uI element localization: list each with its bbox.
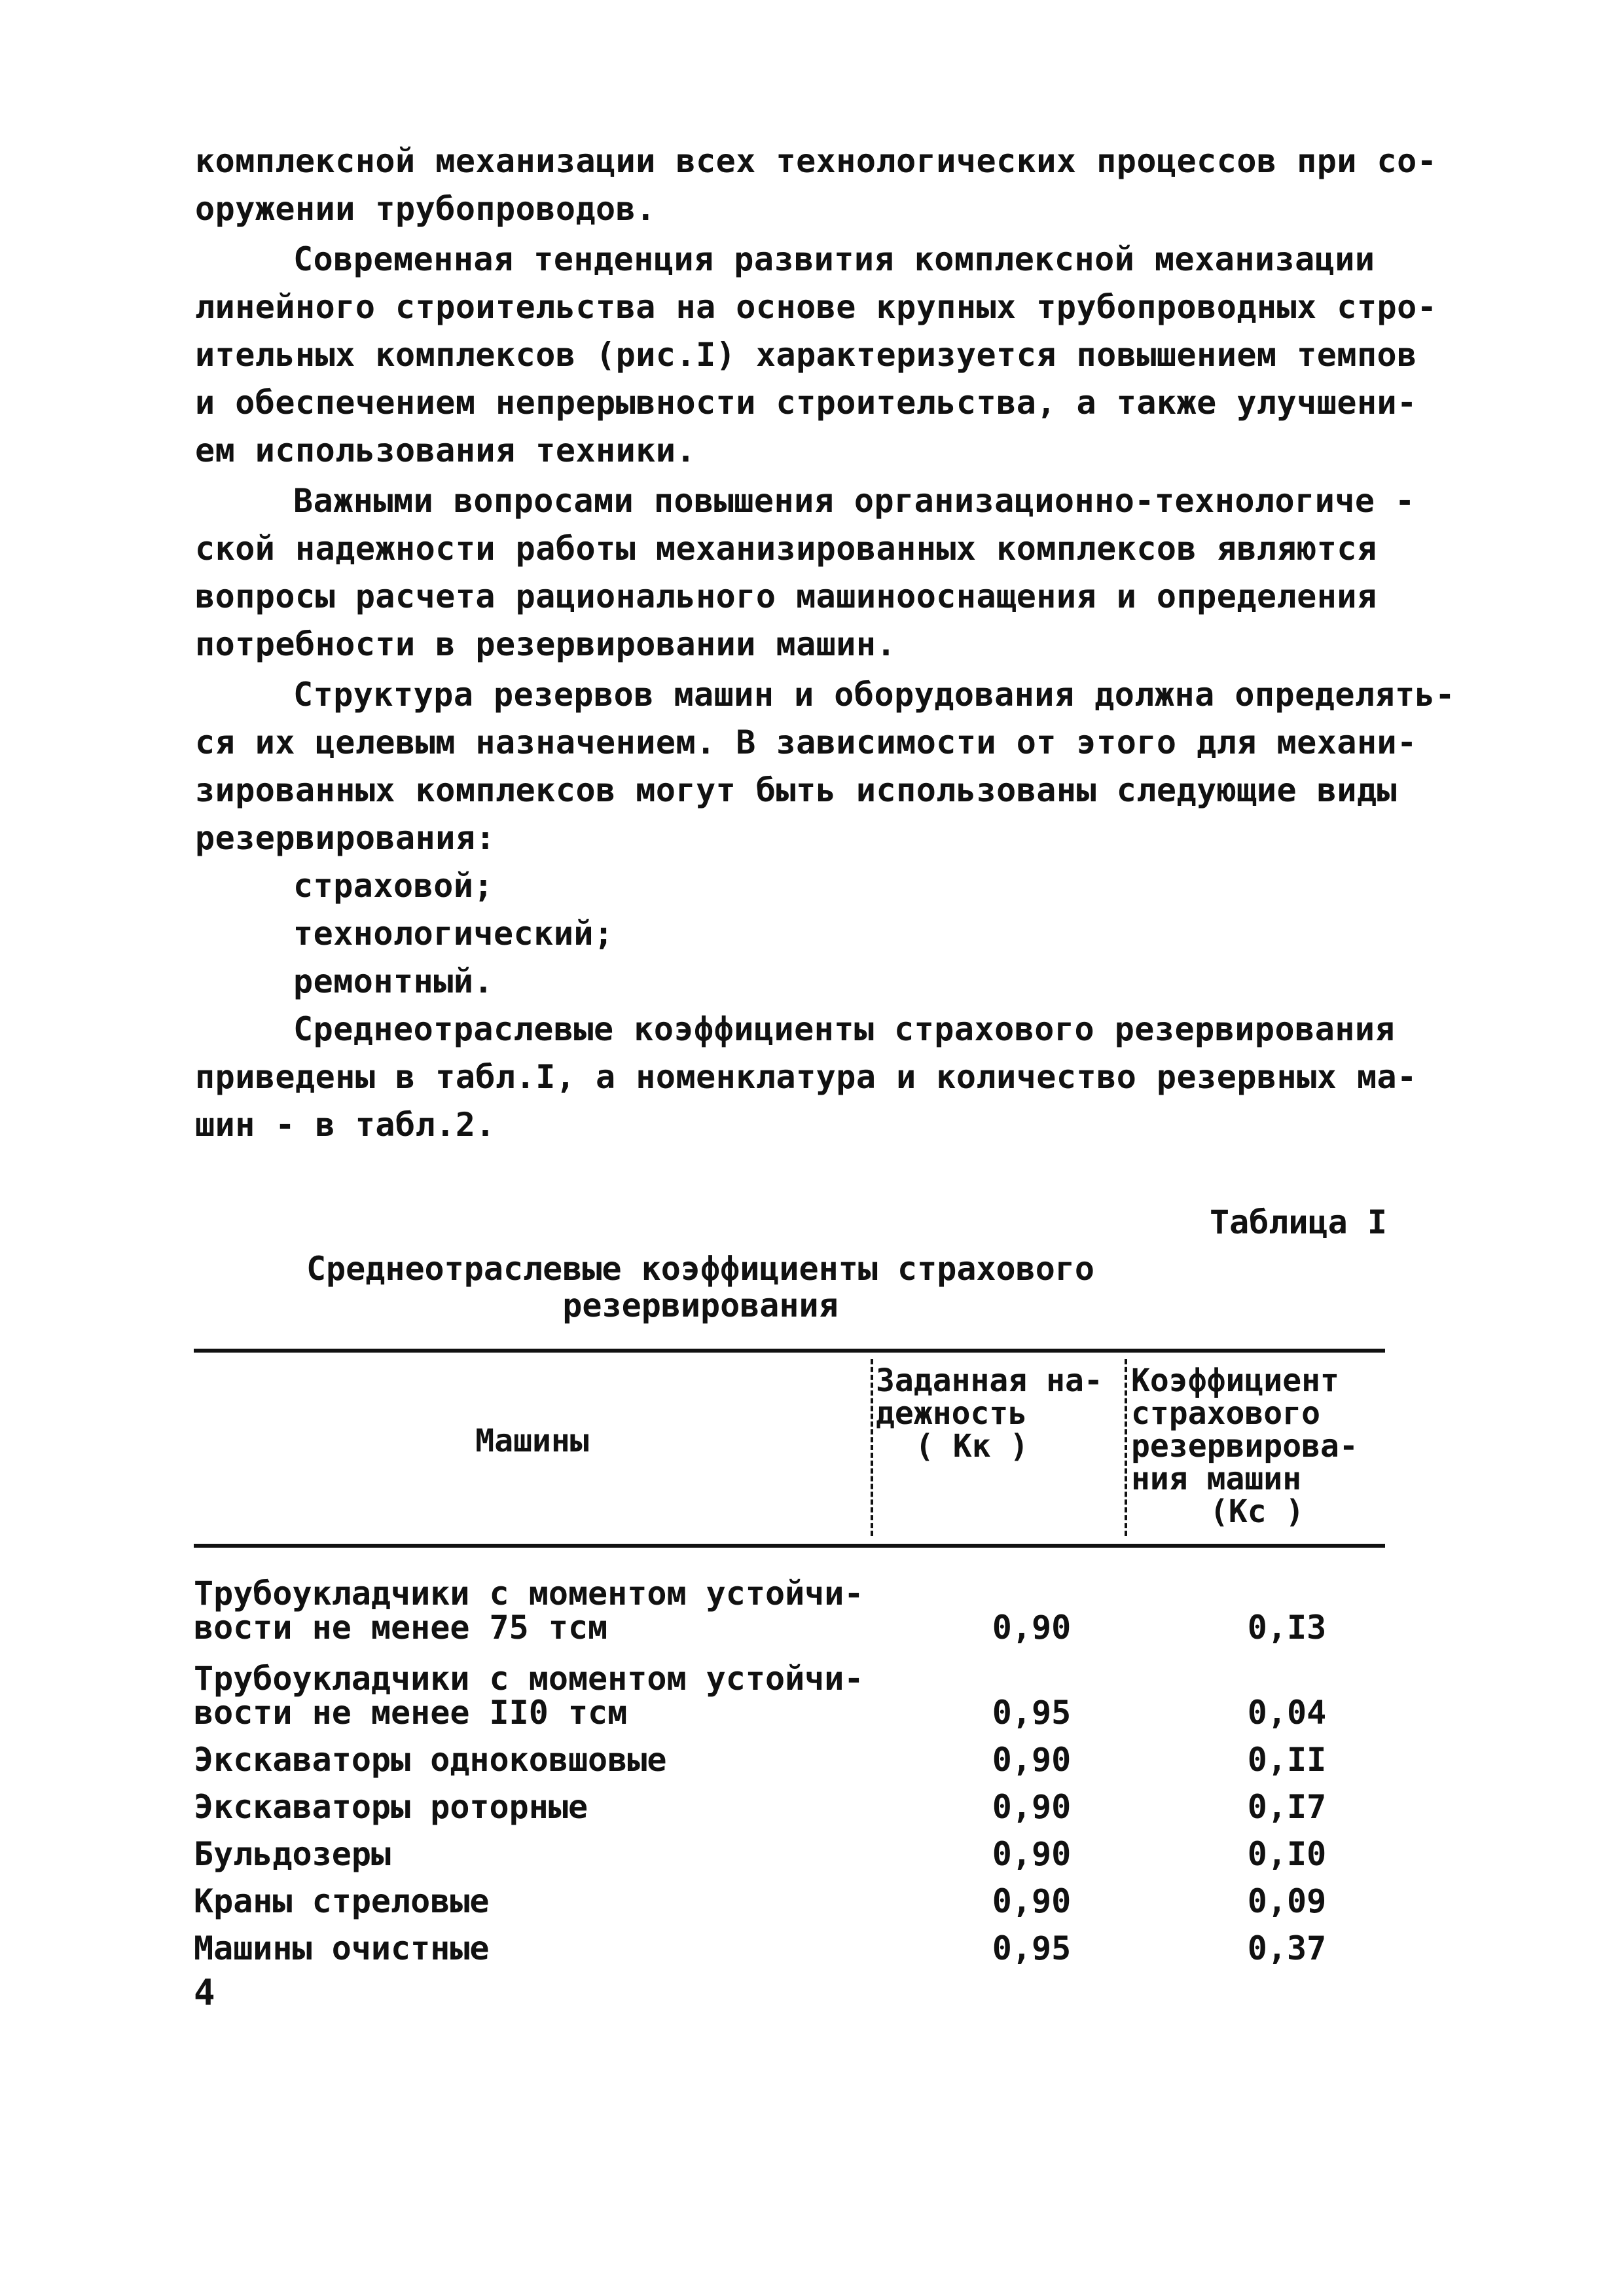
body-line: ся их целевым назначением. В зависимости от этого для механи- [195,723,1417,761]
reliability-value: 0,90 [992,1882,1072,1920]
coefficient-value: 0,04 [1247,1694,1327,1732]
header-text: резервирова- [1131,1428,1358,1465]
machine-name: Краны стреловые [194,1882,490,1920]
header-coefficient [1131,1364,1385,1528]
list-item: технологический; [293,915,614,953]
body-line: вопросы расчета рационального машинооснащения и определения [195,577,1377,615]
body-line: ем использования техники. [195,431,696,469]
header-text: Коэффициент [1131,1362,1339,1399]
reliability-value: 0,95 [992,1929,1072,1967]
table-label: Таблица I [1210,1203,1387,1241]
table-row [194,1743,1385,1777]
machine-name [194,1576,875,1645]
body-line: оружении трубопроводов. [195,190,656,228]
table-body [194,1576,1385,1965]
table-header [194,1353,1385,1544]
list-item: страховой; [293,867,494,905]
body-line: комплексной механизации всех технологических процессов при со- [195,142,1437,180]
coefficient-value: 0,II [1247,1741,1327,1779]
machine-name-line: Трубоукладчики с моментом устойчи- [194,1660,864,1698]
machine-name-line: вости не менее II0 тсм [194,1694,628,1732]
table-row [194,1837,1385,1871]
coefficient-value: 0,37 [1247,1929,1327,1967]
machine-name-line: Трубоукладчики с моментом устойчи- [194,1575,864,1613]
body-line: ской надежности работы механизированных комплексов являются [195,530,1377,568]
body-line: Современная тенденция развития комплексной механизации [293,240,1375,278]
reliability-value: 0,90 [992,1741,1072,1779]
table-row [194,1931,1385,1965]
reliability-value: 0,90 [992,1835,1072,1873]
table-header-rule [194,1544,1385,1548]
machine-name: Экскаваторы одноковшовые [194,1741,667,1779]
column-divider [871,1359,873,1536]
reliability-value: 0,90 [992,1609,1072,1647]
table-row [194,1790,1385,1824]
coefficient-value: 0,I0 [1247,1835,1327,1873]
body-line: и обеспечением непрерывности строительства, а также улучшени- [195,384,1417,422]
header-text: страхового [1131,1395,1320,1432]
machine-name [194,1662,875,1730]
header-reliability [876,1364,1125,1463]
body-text [195,137,1455,1149]
body-line: ительных комплексов (рис.I) характеризуется повышением темпов [195,336,1417,374]
header-machines: Машины [475,1423,589,1459]
header-text: ( Kк ) [915,1428,1029,1465]
table-row [194,1576,1385,1645]
body-line: Важными вопросами повышения организационно-технологиче - [293,482,1415,520]
body-line: потребности в резервировании машин. [195,625,897,663]
body-line: шин - в табл.2. [195,1106,496,1144]
page-number: 4 [194,1972,215,2013]
table-title-line: Среднеотраслевые коэффициенты страхового [306,1250,1095,1288]
reliability-value: 0,90 [992,1788,1072,1826]
header-text: ния машин [1131,1461,1302,1497]
machine-name: Бульдозеры [194,1835,391,1873]
list-item: ремонтный. [293,962,494,1000]
machine-name: Машины очистные [194,1929,490,1967]
table-title [236,1250,1165,1324]
machine-name-line: вости не менее 75 тсм [194,1609,608,1647]
table-row [194,1662,1385,1730]
body-line: резервирования: [195,819,496,857]
machine-name: Экскаваторы роторные [194,1788,588,1826]
coefficients-table [194,1349,1385,1965]
coefficient-value: 0,09 [1247,1882,1327,1920]
table-title-line: резервирования [562,1286,839,1324]
header-text: дежность [876,1395,1028,1432]
body-line: линейного строительства на основе крупных трубопроводных стро- [195,288,1437,326]
reliability-value: 0,95 [992,1694,1072,1732]
coefficient-value: 0,I7 [1247,1788,1327,1826]
header-text: (Kс ) [1210,1493,1305,1530]
column-divider [1125,1359,1127,1536]
body-line: зированных комплексов могут быть использованы следующие виды [195,771,1398,809]
header-text: Заданная на- [876,1362,1103,1399]
body-line: Среднеотраслевые коэффициенты страхового резервирования [293,1010,1396,1048]
coefficient-value: 0,I3 [1247,1609,1327,1647]
body-line: Структура резервов машин и оборудования должна определять- [293,676,1455,714]
table-row [194,1884,1385,1918]
body-line: приведены в табл.I, а номенклатура и количество резервных ма- [195,1058,1417,1096]
